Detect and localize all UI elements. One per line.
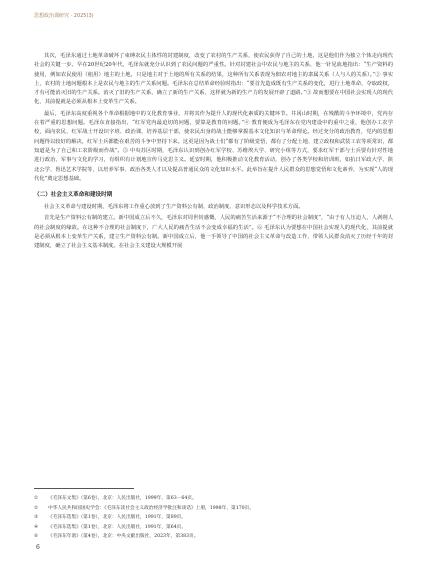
footnote-number: ① <box>34 496 39 501</box>
footnote-item <box>34 513 393 523</box>
paragraph-public-ownership: 首先是生产资料公有制的建立。新中国成立后不久，毛泽东对周世钊感慨，人民的痛苦生活来源于“不合理的社会制度”，“由于有人压迫人，人剥削人的社会制度的缘故。在这种不合理的社会制度下，广大人民的痛苦生活不会变成幸福的生活”。⑥ 毛泽东认为要想在中国社会实现人的现代化，其前提就是必须从根本上变革生产关系，建立生产资料公有制。新中国成立后，他一手领导了中国的社会主义革命与改造工作，带领人民群众消灭了历经千年的封建制度，确立了社会主义基本制度。在社会主义建设大规模开展 <box>34 215 393 250</box>
footnote-item <box>34 494 393 504</box>
paragraph-construction-period: 社会主义革命与建设时期，毛泽东将工作重心放到了生产资料公有制、政治制度、意识形态以及科学技术方面。 <box>44 204 304 211</box>
footnote-number: ④ <box>34 524 39 530</box>
footnote-text: 《毛泽东选集》（第1卷），北京：人民出版社，1991年，第89页。 <box>48 515 187 521</box>
footnote-item <box>34 532 393 542</box>
paragraph-culture-education: 最后，毛泽东高度重视各个革命根据地中的文化教育事业，并将其作为提升人的现代化素质的关键环节。井冈山时期，在残酷的斗争环境中，党内存在着严重的思想问题。毛泽东直接指出，“红军党内最迫切的问题，要算是教育的问题。”④ 教育便成为毛泽东在党内建设中的重中之重，他创办工农学校，面向农民、红军战士开设识字班、政治课，培养基层干部，使农民出身的战士能够掌握基本文化知识与革命理论。经过充分的政治教育，党内的思想问题得以较好的解决，红军士兵都能在艰苦的斗争中坚持下来。这更是因为战士们“都有了阶级觉悟，都有了分配土地、建立政权和武装工农等项常识，都知道是为了自己和工农阶级而作战”。⑤ 中央苏区时期，毛泽东认识到创办红军学校、苏维埃大学、研究小组等方式，要求红军干部与士兵要有针对性地进行政治、军事与文化的学习，有组织有计划地宣传马克思主义。延安时期，他积极推动文化教育活动，创办了各类学校和培训班，如抗日军政大学、陕北公学、鲁迅艺术学院等，以培养军事、政治各类人才以及提高普通民众的文化知识水平。此举旨在提升人民群众的思想觉悟和文化素养，为实现“人的现代化”奠定思想基础。 <box>34 110 393 182</box>
footnote-text: 《毛泽东文集》（第6卷），北京：人民出版社，1999年，第63－64页。 <box>48 496 197 501</box>
footnote-number: ③ <box>34 515 39 521</box>
journal-header: 思想政治课研究 · 2025(3) <box>34 13 94 19</box>
footnote-text: 《毛泽东选集》（第1卷），北京：人民出版社，1991年，第64页。 <box>48 524 187 530</box>
paragraph-land-revolution: 其次，毛泽东通过土地革命破坏了束缚农民主体性的封建制度，改变了农村的生产关系，使农民获得了自己的土地，这是他们作为独立个体走向现代社会的关键一步。早在20世纪20年代，毛泽东就充分认识到了农民问题的严重性。针对封建社会中农民与地主的关系，他一针见血地指出：“生产资料的使用，例如农民使用（租用）地主的土地，只是地主对于土地的所有关系的结果，这种所有关系表现为佃农对地主的隶属关系（人与人的关系）。”② 事实上，农村的土地问题根本上是农民与地主的生产关系问题。毛泽东在总结革命经验时指出：“要首先造成既有生产关系的变化，进行土地革命，夺取政权，才有可能消灭旧的生产关系。消灭了旧的生产关系，确立了新的生产关系，这样就为新的生产力的发展开辟了道路。”③ 故而想要在中国社会实现人的现代化，其前提就是必须从根本上变革生产关系。 <box>34 53 393 106</box>
footnote-number: ② <box>34 505 39 511</box>
page-number: 6 <box>36 544 40 551</box>
footnote-item <box>34 504 393 514</box>
section-subheading: （二）社会主义革命和建设时期 <box>34 192 113 199</box>
footnote-divider <box>34 488 134 489</box>
footnote-item <box>34 523 393 533</box>
footnote-number: ⑤ <box>34 534 39 540</box>
article-body <box>34 52 393 254</box>
footnote-text: 中华人民共和国国史学会：《毛泽东读社会主义政治经济学批注和谈话》上册，1998年，第170页。 <box>48 505 255 511</box>
footnotes <box>34 494 393 542</box>
footnote-text: 《毛泽东年谱》（第4卷），北京：中央文献出版社，2023年，第383页。 <box>48 534 199 540</box>
